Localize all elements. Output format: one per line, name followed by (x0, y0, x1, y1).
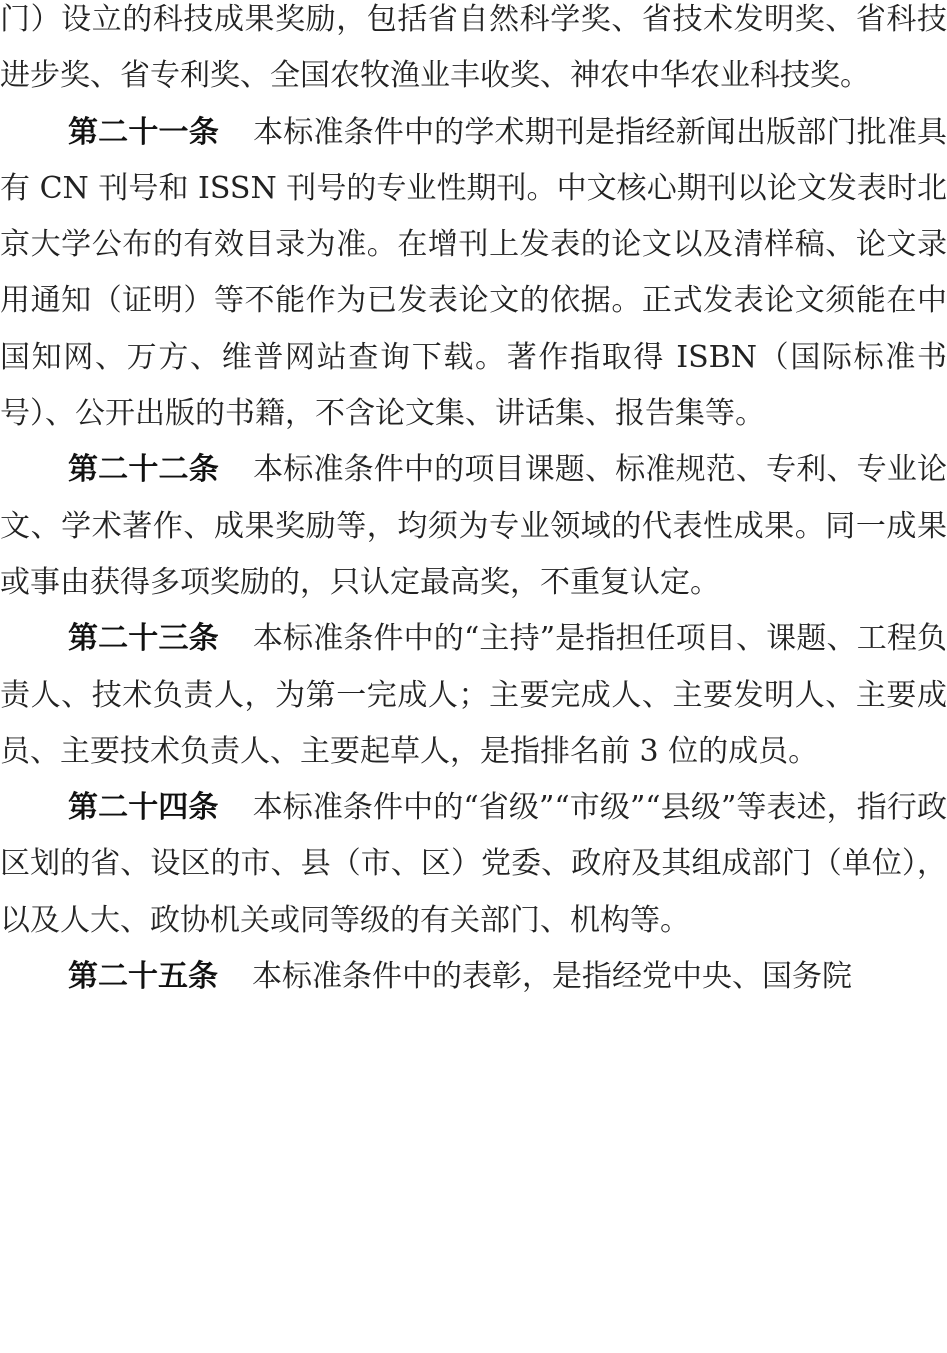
article-21 (0, 105, 947, 443)
paragraph-continued (0, 0, 947, 105)
article-text: 本标准条件中的学术期刊是指经新闻出版部门批准具有 CN 刊号和 ISSN 刊号的专业性期刊。中文核心期刊以论文发表时北京大学公布的有效目录为准。在增刊上发表的论文以及清样稿、论文录用通知（证明）等不能作为已发表论文的依据。正式发表论文须能在中国知网、万方、维普网站查询下载。著作指取得 ISBN（国际标准书号）、公开出版的书籍，不含论文集、讲话集、报告集等。 (0, 114, 947, 432)
article-number: 第二十五条 (68, 959, 218, 995)
article-text: 本标准条件中的项目课题、标准规范、专利、专业论文、学术著作、成果奖励等，均须为专业领域的代表性成果。同一成果或事由获得多项奖励的，只认定最高奖，不重复认定。 (0, 452, 947, 600)
article-22 (0, 442, 947, 611)
article-number: 第二十三条 (68, 621, 219, 657)
article-number: 第二十二条 (68, 452, 219, 488)
article-25 (0, 949, 947, 1005)
article-text: 本标准条件中的表彰，是指经党中央、国务院 (252, 959, 852, 995)
paragraph-text: 门）设立的科技成果奖励，包括省自然科学奖、省技术发明奖、省科技进步奖、省专利奖、全国农牧渔业丰收奖、神农中华农业科技奖。 (0, 2, 947, 94)
article-number: 第二十一条 (68, 114, 219, 150)
article-text: 本标准条件中的“主持”是指担任项目、课题、工程负责人、技术负责人，为第一完成人；主要完成人、主要发明人、主要成员、主要技术负责人、主要起草人，是指排名前 3 位的成员。 (0, 621, 947, 769)
article-number: 第二十四条 (68, 790, 219, 826)
article-23 (0, 611, 947, 780)
article-24 (0, 780, 947, 949)
article-text: 本标准条件中的“省级”“市级”“县级”等表述，指行政区划的省、设区的市、县（市、区）党委、政府及其组成部门（单位），以及人大、政协机关或同等级的有关部门、机构等。 (0, 790, 947, 938)
